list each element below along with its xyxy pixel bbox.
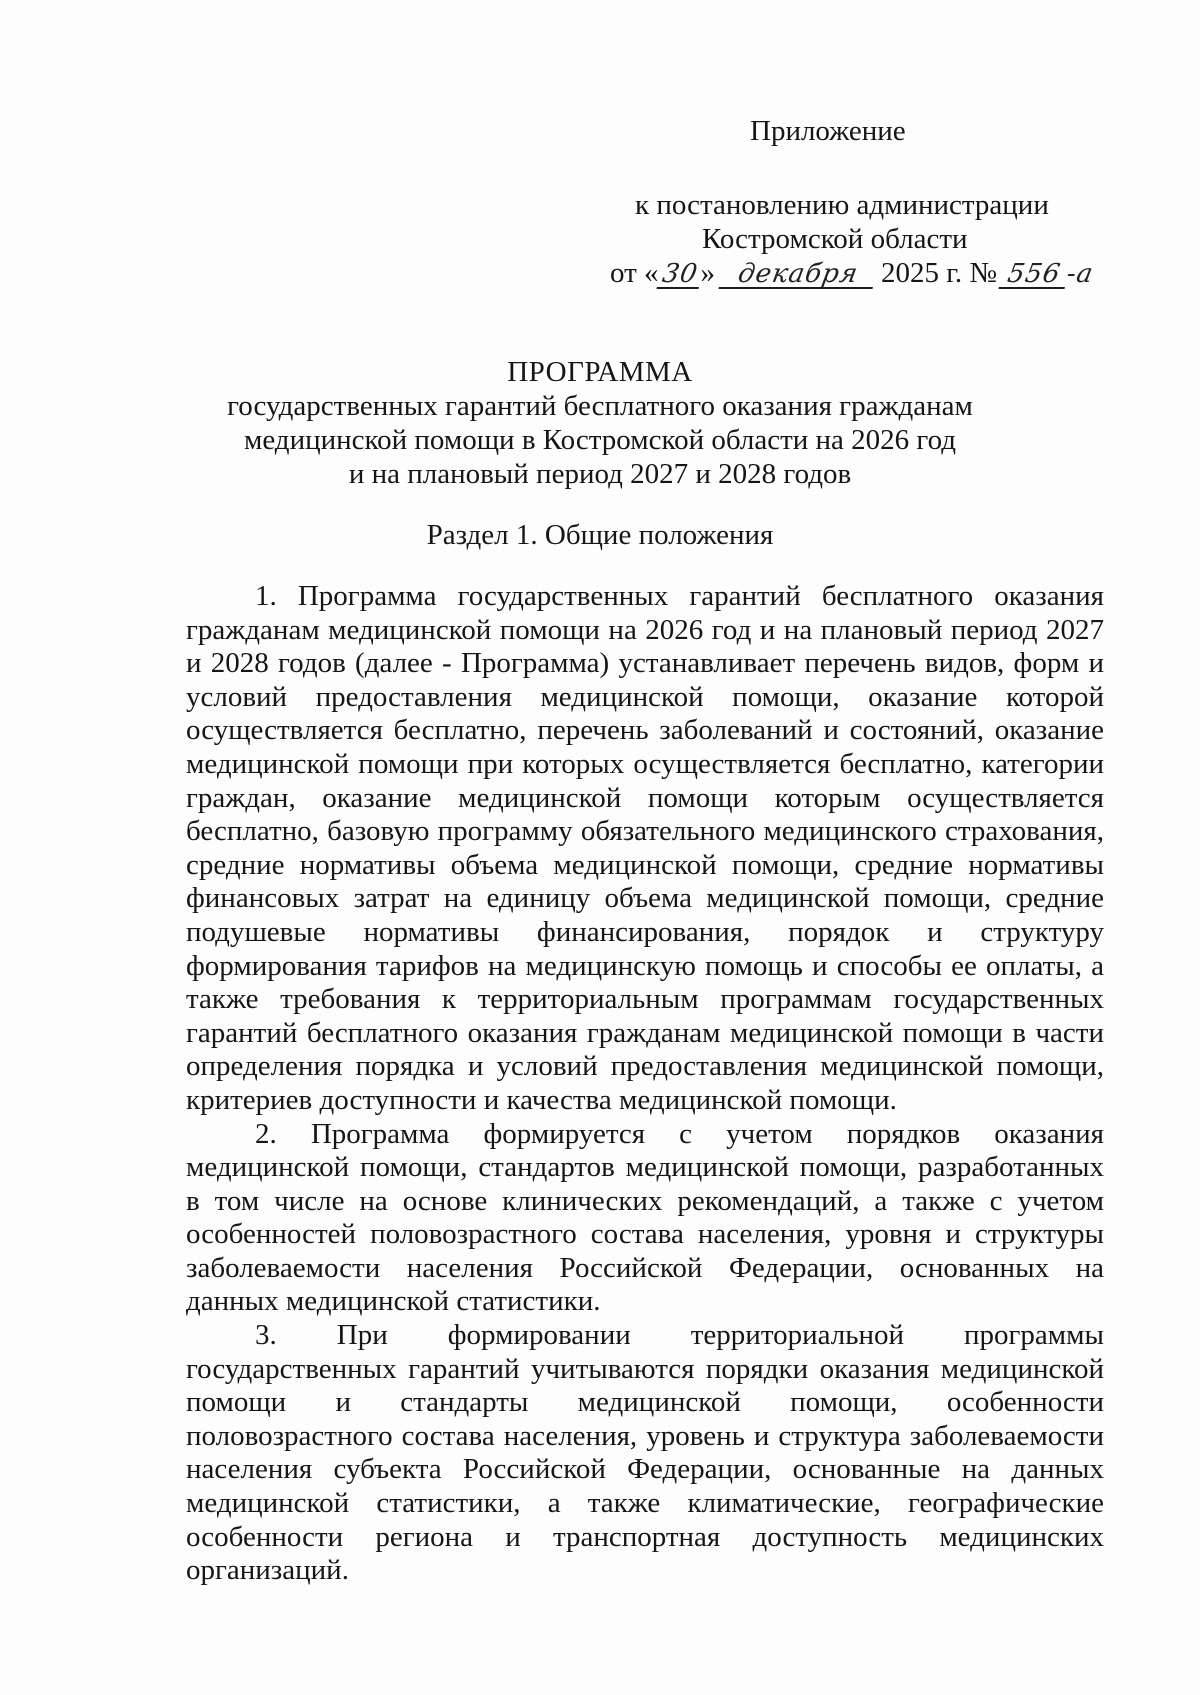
handwritten-month: декабря: [719, 261, 878, 289]
program-title: ПРОГРАММА: [507, 356, 693, 388]
resolution-date-line: [590, 256, 1097, 290]
paragraph-3: 3. При формировании территориальной программы государственных гарантий учитываются порядки оказания медицинской помощи и стандарты медицинской помощи, особенности половозрастного состава населения, уровень и структура заболеваемости населения субъекта Российской Федерации, основанные на данных медицинской статистики, а также климатические, географические особенности региона и транспортная доступность медицинских организаций.: [186, 1319, 1104, 1587]
handwritten-day: 30: [656, 261, 703, 289]
section-heading: Раздел 1. Общие положения: [426, 519, 774, 551]
handwritten-doc-suffix: -а: [1064, 259, 1097, 289]
paragraph-2: 2. Программа формируется с учетом порядков оказания медицинской помощи, стандартов медицинской помощи, разработанных в том числе на основе клинических рекомендаций, а также с учетом особенностей половозрастного состава населения, уровня и структуры заболеваемости населения Российской Федерации, основанных на данных медицинской статистики.: [186, 1117, 1104, 1318]
resolution-line-2: Костромской области: [702, 223, 968, 255]
body-text: [186, 580, 1104, 1588]
date-year: 2025 г. №: [881, 257, 998, 289]
paragraph-1: 1. Программа государственных гарантий бесплатного оказания гражданам медицинской помощи на 2026 год и на плановый период 2027 и 2028 годов (далее - Программа) устанавливает перечень видов, форм и условий предоставления медицинской помощи, оказание которой осуществляется бесплатно, перечень заболеваний и состояний, оказание медицинской помощи при которых осуществляется бесплатно, категории граждан, оказание медицинской помощи которым осуществляется бесплатно, базовую программу обязательного медицинского страхования, средние нормативы объема медицинской помощи, средние нормативы финансовых затрат на единицу объема медицинской помощи, средние подушевые нормативы финансирования, порядок и структуру формирования тарифов на медицинскую помощь и способы ее оплаты, а также требования к территориальным программам государственных гарантий бесплатного оказания гражданам медицинской помощи в части определения порядка и условий предоставления медицинской помощи, критериев доступности и качества медицинской помощи.: [186, 580, 1104, 1116]
date-day-close: »: [700, 257, 716, 289]
resolution-line-1: к постановлению администрации: [635, 189, 1049, 221]
handwritten-doc-number: 556: [999, 261, 1070, 289]
appendix-label: Приложение: [750, 115, 906, 147]
subtitle-line-2: медицинской помощи в Костромской области на 2026 год: [243, 424, 957, 456]
date-prefix: от «: [610, 257, 659, 289]
subtitle-line-3: и на плановый период 2027 и 2028 годов: [348, 458, 852, 490]
program-subtitle: [0, 389, 1200, 491]
resolution-reference: [590, 188, 1097, 290]
subtitle-line-1: государственных гарантий бесплатного оказания гражданам: [227, 390, 973, 422]
